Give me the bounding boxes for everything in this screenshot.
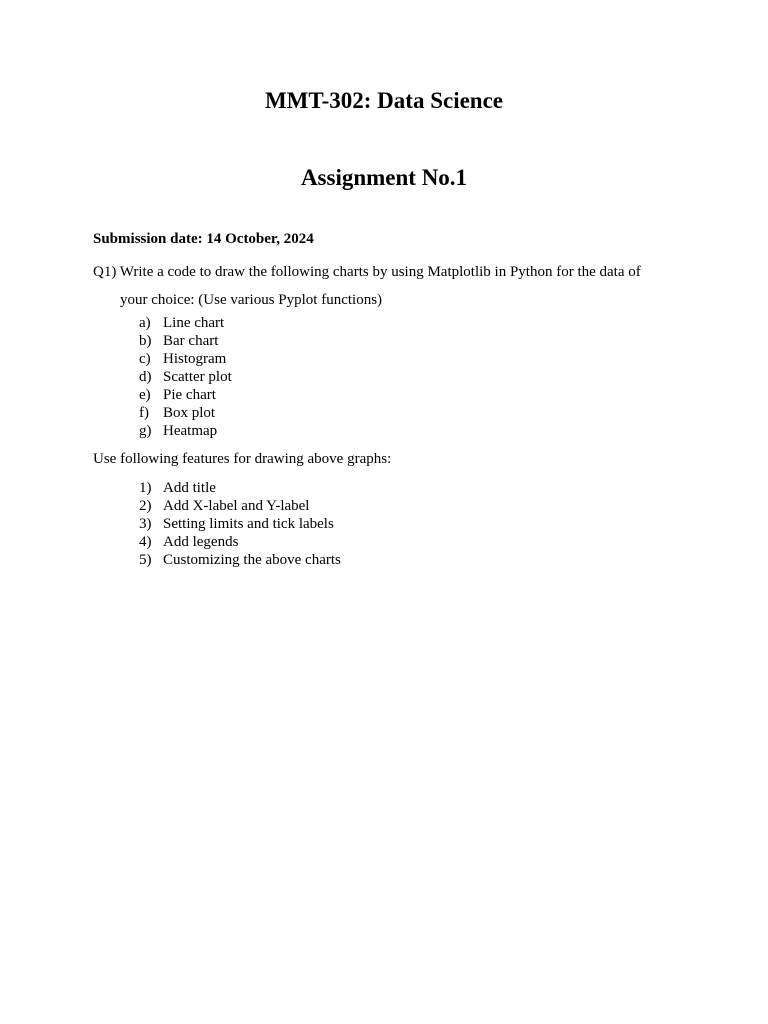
list-item <box>139 314 232 332</box>
chart-types-list <box>139 314 232 440</box>
submission-date: Submission date: 14 October, 2024 <box>93 231 314 247</box>
question-line-1: Q1) Write a code to draw the following charts by using Matplotlib in Python for the data of <box>93 264 641 280</box>
list-item <box>139 497 341 515</box>
question-line-2: your choice: (Use various Pyplot functions) <box>120 292 383 308</box>
list-item-label: Pie chart <box>163 387 216 403</box>
course-title: MMT-302: Data Science <box>264 88 504 113</box>
list-marker: c) <box>139 351 151 367</box>
assignment-title: Assignment No.1 <box>300 165 468 190</box>
list-marker: 2) <box>139 498 152 514</box>
list-item-label: Setting limits and tick labels <box>163 516 334 532</box>
features-intro: Use following features for drawing above graphs: <box>93 451 392 467</box>
list-marker: 5) <box>139 552 152 568</box>
list-item-label: Scatter plot <box>163 369 232 385</box>
list-item <box>139 422 232 440</box>
list-item-label: Box plot <box>163 405 216 421</box>
list-marker: f) <box>139 405 149 421</box>
list-marker: 4) <box>139 534 152 550</box>
list-item <box>139 551 341 569</box>
list-item <box>139 332 232 350</box>
list-item <box>139 386 232 404</box>
list-item-label: Bar chart <box>163 333 219 349</box>
list-item-label: Heatmap <box>163 423 218 439</box>
list-marker: 1) <box>139 480 152 496</box>
list-item <box>139 350 232 368</box>
list-item <box>139 515 341 533</box>
list-item-label: Add legends <box>163 534 239 550</box>
list-item <box>139 479 341 497</box>
question-1 <box>93 258 683 314</box>
list-item <box>139 404 232 422</box>
list-marker: d) <box>139 369 152 385</box>
list-marker: g) <box>139 423 152 439</box>
features-list <box>139 479 341 569</box>
list-item-label: Line chart <box>163 315 225 331</box>
list-marker: b) <box>139 333 152 349</box>
list-item <box>139 368 232 386</box>
list-item-label: Customizing the above charts <box>163 552 341 568</box>
list-marker: e) <box>139 387 151 403</box>
list-item-label: Add X-label and Y-label <box>163 498 310 514</box>
list-item-label: Histogram <box>163 351 227 367</box>
list-item <box>139 533 341 551</box>
list-item-label: Add title <box>163 480 216 496</box>
list-marker: 3) <box>139 516 152 532</box>
list-marker: a) <box>139 315 151 331</box>
